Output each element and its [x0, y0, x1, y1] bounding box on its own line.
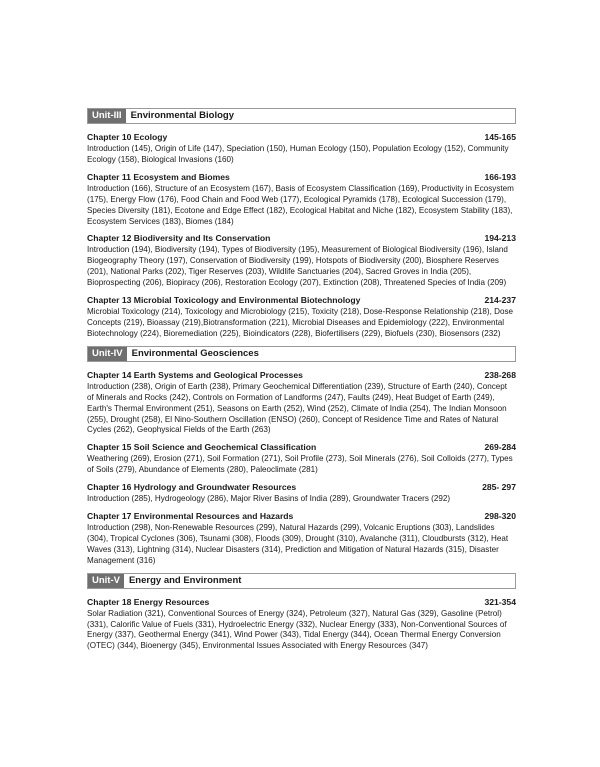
- chapter-topics: Introduction (298), Non-Renewable Resources (299), Natural Hazards (299), Volcanic Eruptions (303), Landslides (304), Tropical Cyclones (306), Tsunami (308), Floods (309), Drought (310), Avalanche (311), Cloudbursts (312), Heat Waves (313), Lightning (314), Nuclear Disasters (314), Prediction and Mitigation of Natural Hazards (315), Disaster Management (316): [87, 523, 509, 565]
- unit-header: [87, 573, 516, 589]
- chapter-pages: 285- 297: [482, 482, 516, 493]
- chapter-topics: Introduction (145), Origin of Life (147), Speciation (150), Human Ecology (150), Population Ecology (152), Community Ecology (158), Biological Invasions (160): [87, 144, 509, 164]
- chapter-topics: Introduction (238), Origin of Earth (238), Primary Geochemical Differentiation (239), Structure of Earth (240), Concept of Minerals and Rocks (242), Controls on Formation of Landforms (247), Faults (249), Heat Budget of Earth (249), Earth's Thermal Environment (251), Seasons on Earth (252), Wind (252), Climate of India (254), The Indian Monsoon (255), Drought (258), El Nino-Southern Oscillation (ENSO) (260), Concept of Residence Time and Rates of Natural Cycles (262), Geophysical Fields of the Earth (263): [87, 381, 508, 435]
- chapter-pages: 321-354: [484, 596, 516, 607]
- chapter-title: Chapter 18 Energy Resources: [87, 596, 210, 607]
- chapter-pages: 298-320: [484, 511, 516, 522]
- chapter-title: Chapter 11 Ecosystem and Biomes: [87, 171, 230, 182]
- chapter-entry: [87, 132, 516, 166]
- chapter-title: Chapter 17 Environmental Resources and Hazards: [87, 511, 294, 522]
- chapter-entry: [87, 295, 516, 340]
- unit-section-5: [87, 573, 516, 653]
- unit-section-4: [87, 346, 516, 567]
- unit-label: Unit-IV: [88, 347, 127, 361]
- unit-title: Environmental Biology: [130, 110, 235, 121]
- chapter-topics: Solar Radiation (321), Conventional Sources of Energy (324), Petroleum (327), Natural Gas (329), Gasoline (Petrol) (331), Calorific Value of Fuels (331), Hydroelectric Energy (332), Nuclear Energy (333), Non-Conventional Sources of Energy (337), Geothermal Energy (341), Wind Power (343), Tidal Energy (344), Ocean Thermal Energy Conversion (OTEC) (344), Bioenergy (345), Environmental Issues Associated with Energy Resources (347): [87, 608, 507, 651]
- chapter-title: Chapter 10 Ecology: [87, 132, 168, 142]
- unit-title: Environmental Geosciences: [131, 347, 259, 359]
- chapter-topics: Microbial Toxicology (214), Toxicology and Microbiology (215), Toxicity (218), Dose-Response Relationship (218), Dose Concepts (219), Bioassay (219),Biotransformation (221), Microbial Diseases and Epidemiology (222), Environmental Biotechnology (224), Bioremediation (225), Bioindicators (228), Biofertilisers (229), Biofuels (230), Biosensors (232): [87, 307, 514, 338]
- chapter-pages: 214-237: [484, 295, 516, 306]
- unit-header: [87, 108, 516, 124]
- chapter-title: Chapter 13 Microbial Toxicology and Environmental Biotechnology: [87, 295, 361, 306]
- chapter-entry: [87, 511, 516, 567]
- chapter-pages: 269-284: [484, 442, 516, 453]
- chapter-title: Chapter 15 Soil Science and Geochemical Classification: [87, 442, 317, 453]
- chapter-title: Chapter 14 Earth Systems and Geological Processes: [87, 369, 303, 380]
- chapter-entry: [87, 370, 516, 437]
- chapter-title: Chapter 12 Biodiversity and Its Conservation: [87, 233, 271, 244]
- table-of-contents: [87, 108, 516, 658]
- chapter-entry: [87, 482, 516, 505]
- chapter-topics: Introduction (194), Biodiversity (194), Types of Biodiversity (195), Measurement of Biological Biodiversity (196), Island Biogeography Theory (197), Conservation of Biodiversity (199), Hotspots of Biodiversity (200), Biosphere Reserves (201), National Parks (202), Tiger Reserves (203), Wildlife Sanctuaries (204), Sacred Groves in India (205), Bioprospecting (206), Biopiracy (206), Restoration Ecology (207), Extinction (208), Threatened Species of India (209): [87, 245, 508, 288]
- chapter-pages: 166-193: [484, 171, 516, 182]
- chapter-entry: [87, 442, 516, 476]
- chapter-pages: 238-268: [484, 369, 516, 380]
- unit-label: Unit-III: [88, 109, 126, 123]
- chapter-topics: Weathering (269), Erosion (271), Soil Formation (271), Soil Profile (273), Soil Minerals (276), Soil Colloids (277), Types of Soils (279), Abundance of Elements (280), Paleoclimate (281): [87, 454, 513, 475]
- chapter-pages: 194-213: [484, 233, 516, 244]
- chapter-topics: Introduction (285), Hydrogeology (286), Major River Basins of India (289), Groundwater Tracers (292): [87, 494, 451, 504]
- chapter-pages: 145-165: [484, 132, 516, 142]
- chapter-title: Chapter 16 Hydrology and Groundwater Resources: [87, 482, 297, 493]
- chapter-topics: Introduction (166), Structure of an Ecosystem (167), Basis of Ecosystem Classification (169), Productivity in Ecosystem (175), Energy Flow (176), Food Chain and Food Web (177), Ecological Pyramids (178), Ecological Succession (179), Species Diversity (181), Ecotone and Edge Effect (182), Ecological Habitat and Niche (182), Ecosystem Stability (183), Ecosystem Services (183), Biomes (184): [87, 183, 514, 226]
- unit-section-3: [87, 108, 516, 340]
- unit-title: Energy and Environment: [128, 574, 242, 586]
- unit-label: Unit-V: [88, 574, 124, 588]
- chapter-entry: [87, 172, 516, 228]
- chapter-entry: [87, 233, 516, 289]
- unit-header: [87, 346, 516, 362]
- chapter-entry: [87, 597, 516, 653]
